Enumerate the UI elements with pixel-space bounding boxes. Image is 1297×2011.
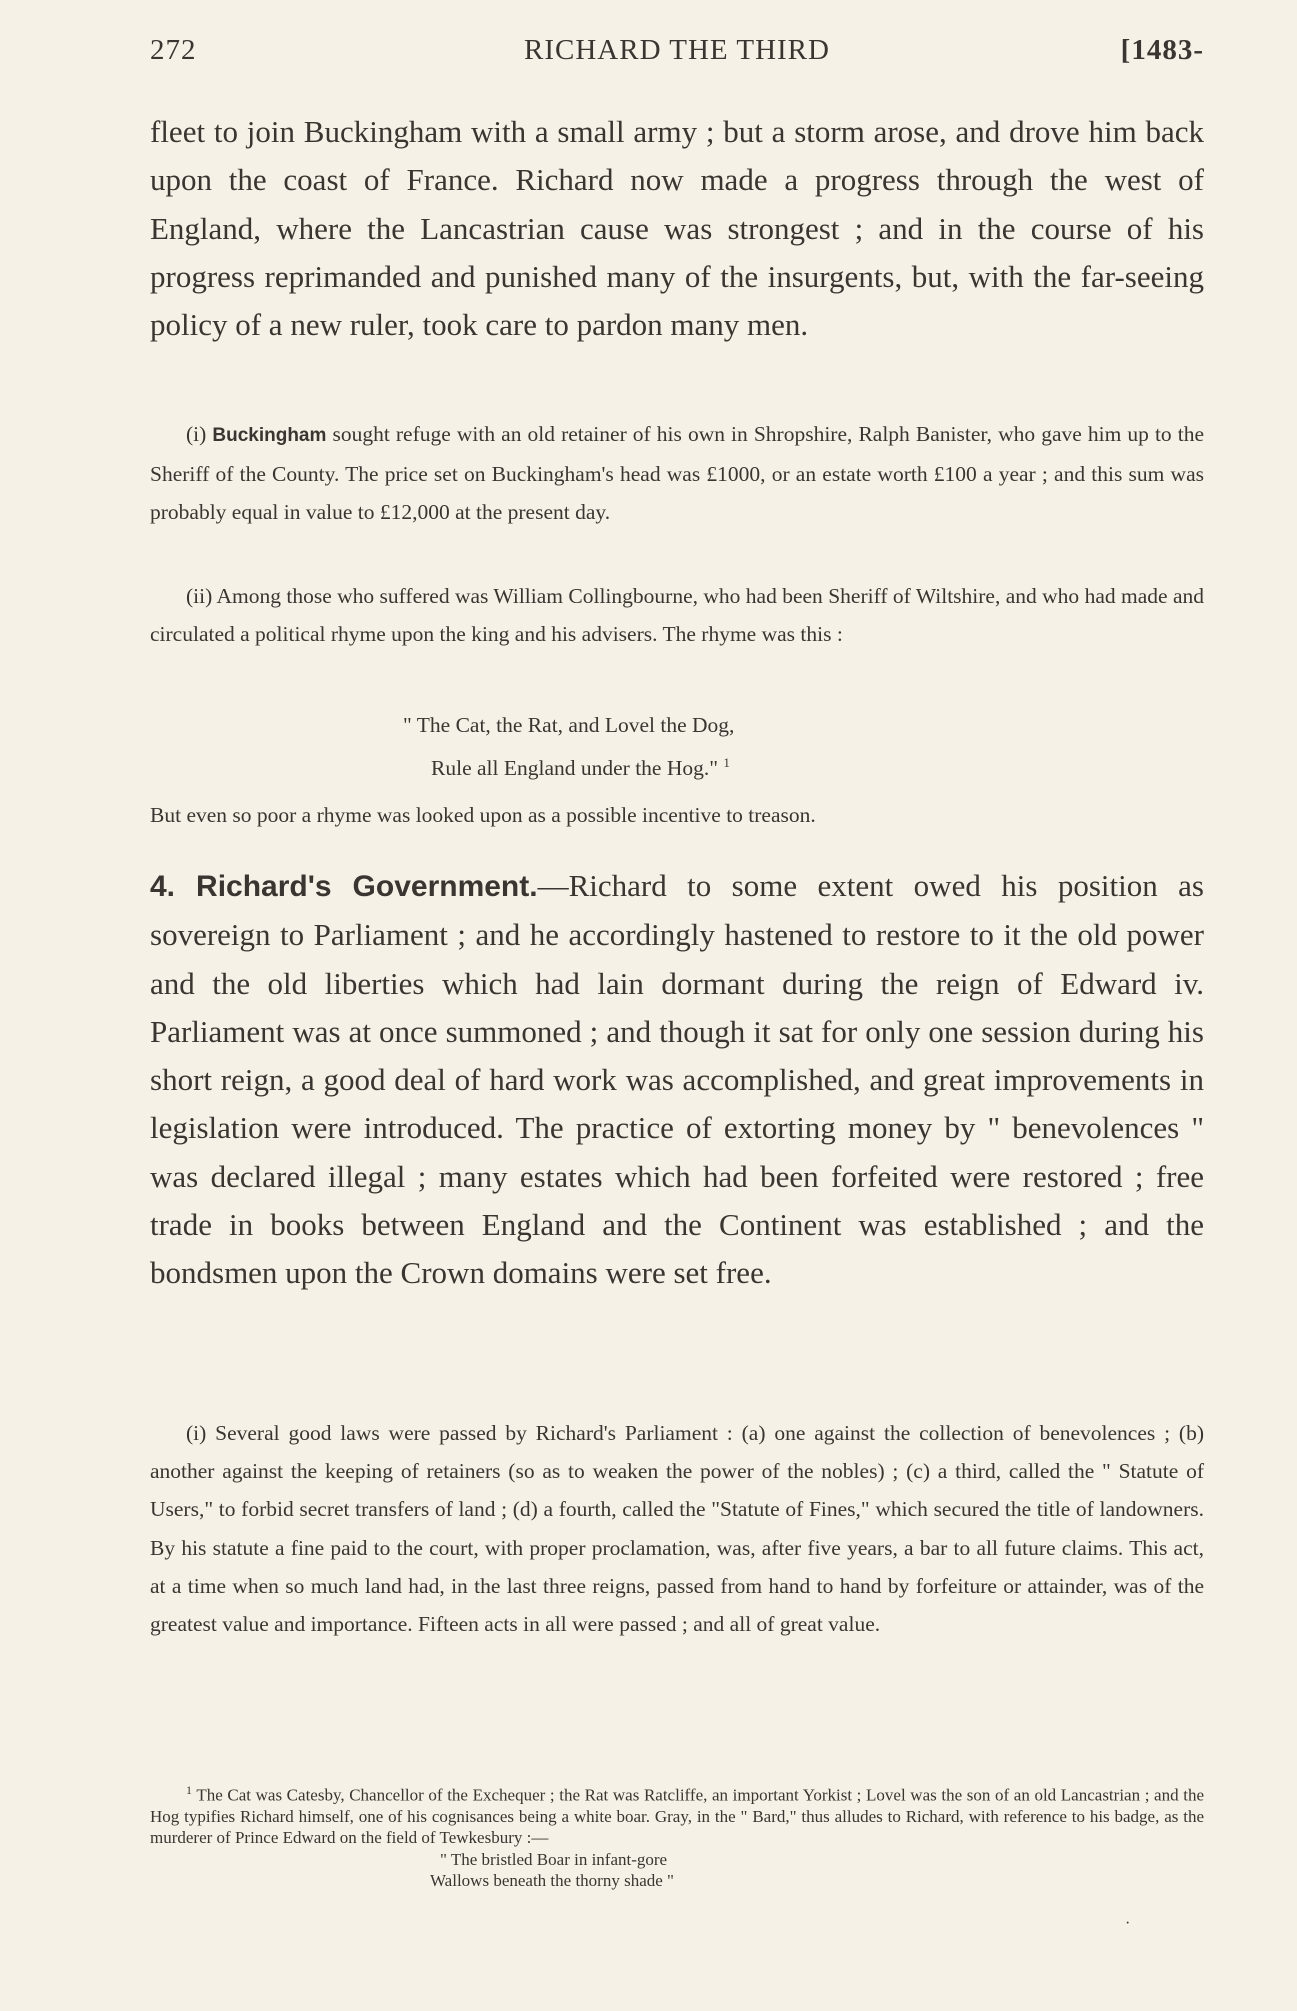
footnote-marker: 1 [186, 1783, 192, 1797]
footnote [150, 1780, 1204, 1891]
stray-mark: · [1125, 1915, 1131, 1932]
note-collingbourne [150, 577, 1204, 653]
note-text: (ii) Among those who suffered was William Collingbourne, who had been Sheriff of Wiltshire, and who had made and circulated a political rhyme upon the king and his advisers. The rhyme was this : [150, 584, 1204, 647]
running-title: RICHARD THE THIRD [524, 34, 830, 66]
note-text: (i) Several good laws were passed by Richard's Parliament : (a) one against the collection of benevolences ; (b) another against the keeping of retainers (so as to weaken the power of the nobles) ; (c) a third, called the " Statute of Users," to forbid secret transfers of land ; (d) a fourth, called the "Statute of Fines," which secured the title of landowners. By his statute a fine paid to the court, with proper proclamation, was, after five years, a bar to all future claims. This act, at a time when so much land had, in the last three reigns, passed from hand to hand by forfeiture or attainder, was of the greatest value and importance. Fifteen acts in all were passed ; and all of great value. [150, 1421, 1204, 1637]
section-heading: 4. Richard's Government. [150, 870, 538, 903]
note-buckingham [150, 415, 1204, 532]
note-laws [150, 1414, 1204, 1643]
note-label: (i) [186, 422, 207, 446]
rhyme [403, 706, 1204, 787]
paragraph-text: fleet to join Buckingham with a small army ; but a storm arose, and drove him back upon the coast of France. Richard now made a progress through the west of England, where the Lancastrian cause was strongest ; and in the course of his progress reprimanded and punished many of the insurgents, but, with the far-seeing policy of a new ruler, took care to pardon many men. [150, 114, 1204, 343]
after-rhyme [150, 796, 1204, 834]
paragraph-fleet [150, 108, 1204, 349]
footnote-ref: 1 [723, 755, 730, 770]
footnote-verse-1: " The bristled Boar in infant-gore [440, 1849, 668, 1869]
rhyme-line-1: " The Cat, the Rat, and Lovel the Dog, [403, 713, 735, 737]
date-mark: [1483- [1120, 34, 1204, 66]
note-name: Buckingham [212, 425, 327, 446]
section-4 [150, 862, 1204, 1298]
footnote-text: The Cat was Catesby, Chancellor of the Exchequer ; the Rat was Ratcliffe, an important Yorkist ; Lovel was the son of an old Lancastrian ; and the Hog typifies Richard himself, one of his cognisances being a white boar. Gray, in the " Bard," thus alludes to Richard, with reference to his badge, as the murderer of Prince Edward on the field of Tewkesbury :— [150, 1785, 1204, 1848]
rhyme-line-2: Rule all England under the Hog." [431, 756, 719, 781]
after-rhyme-text: But even so poor a rhyme was looked upon as a possible incentive to treason. [150, 803, 816, 827]
page-number: 272 [150, 34, 197, 66]
page-header [150, 34, 1204, 74]
note-text: sought refuge with an old retainer of his own in Shropshire, Ralph Banister, who gave him up to the Sheriff of the County. The price set on Buckingham's head was £1000, or an estate worth £100 a year ; and this sum was probably equal in value to £12,000 at the present day. [150, 422, 1205, 525]
section-text: —Richard to some extent owed his position as sovereign to Parliament ; and he accordingly hastened to restore to it the old power and the old liberties which had lain dormant during the reign of Edward iv. Parliament was at once summoned ; and though it sat for only one session during his short reign, a good deal of hard work was accomplished, and great improvements in legislation were introduced. The practice of extorting money by " benevolences " was declared illegal ; many estates which had been forfeited were restored ; free trade in books between England and the Continent was established ; and the bondsmen upon the Crown domains were set free. [150, 868, 1204, 1291]
footnote-verse-2: Wallows beneath the thorny shade " [430, 1870, 674, 1890]
